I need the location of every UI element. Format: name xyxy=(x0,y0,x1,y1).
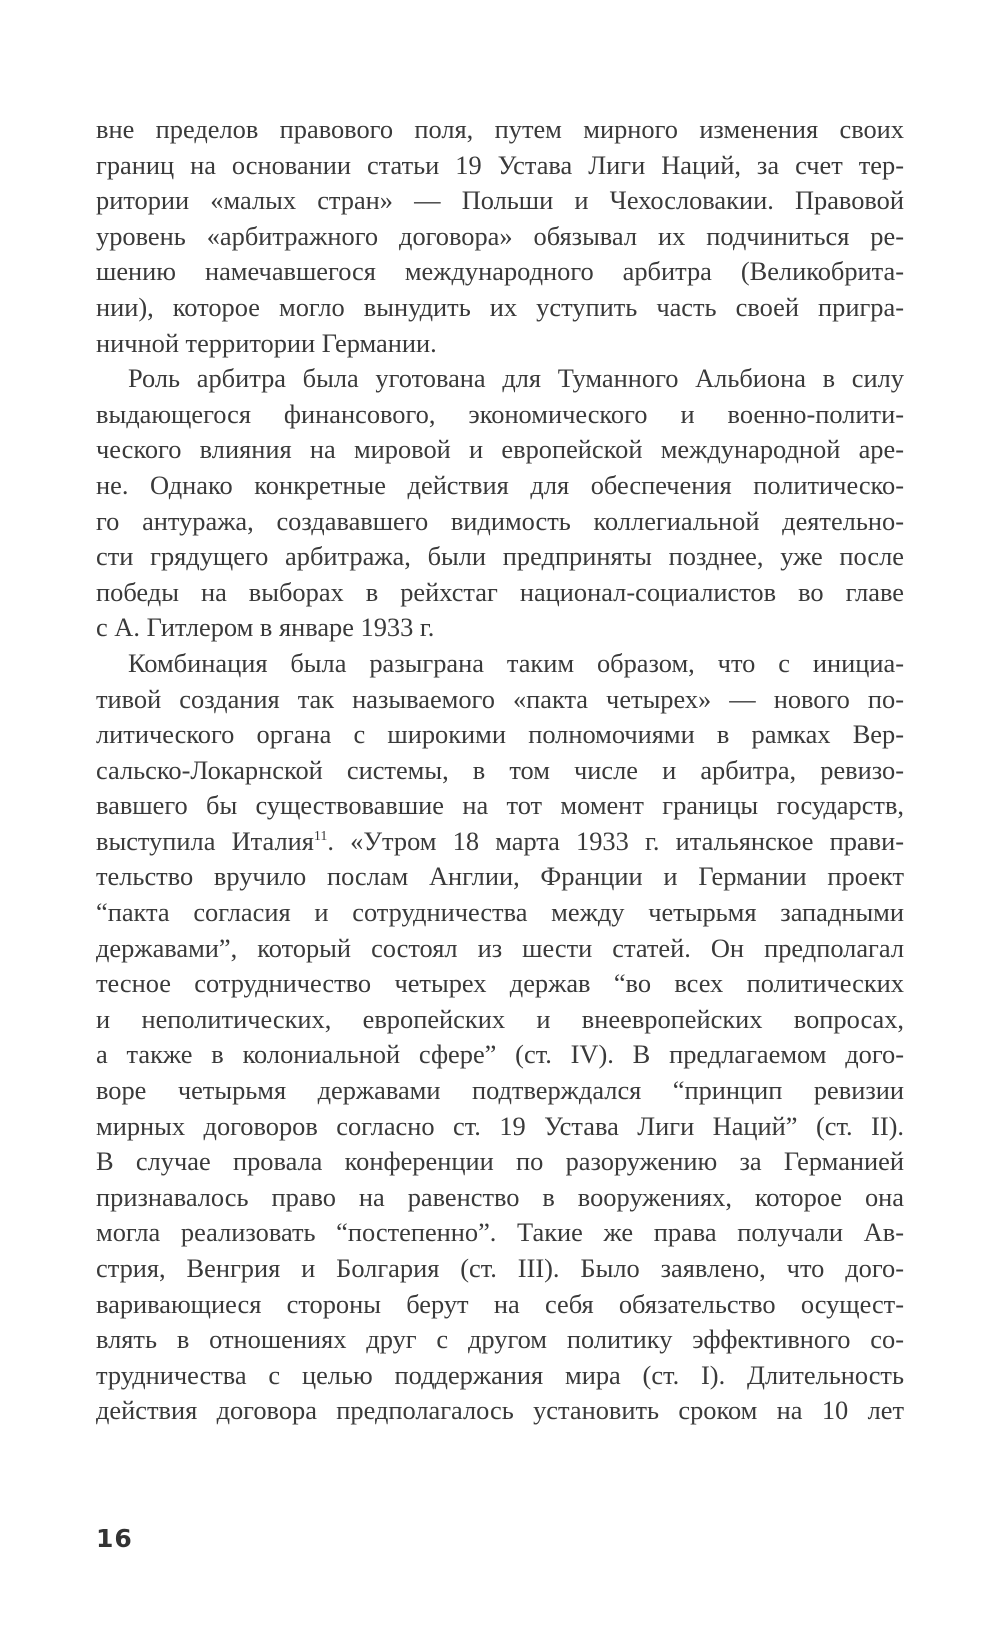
text-line: литического органа с широкими полномочиями в рамках Вер- xyxy=(96,719,904,750)
text-line: а также в колониальной сфере” (ст. IV). В предлагаемом дого- xyxy=(96,1039,904,1070)
text-line: победы на выборах в рейхстаг национал-социалистов во главе xyxy=(96,576,904,607)
paragraph xyxy=(96,361,904,646)
text-line: державами”, который состоял из шести статей. Он предполагал xyxy=(96,932,904,963)
text-line: шению намечавшегося международного арбитра (Великобрита- xyxy=(96,256,904,287)
text-line: и неполитических, европейских и внеевропейских вопросах, xyxy=(96,1003,904,1034)
text-line: тесное сотрудничество четырех держав “во всех политических xyxy=(96,968,904,999)
text-line: трудничества с целью поддержания мира (ст. I). Длительность xyxy=(96,1359,904,1390)
text-line: воре четырьмя державами подтверждался “принцип ревизии xyxy=(96,1075,904,1106)
text-line: ничной территории Германии. xyxy=(96,327,437,358)
text-line: сти грядущего арбитража, были предприняты позднее, уже после xyxy=(96,541,904,572)
text-line: “пакта согласия и сотрудничества между четырьмя западными xyxy=(96,897,904,928)
text-line: сальско-Локарнской системы, в том числе и арбитра, ревизо- xyxy=(96,754,904,785)
text-line: не. Однако конкретные действия для обеспечения политическо- xyxy=(96,469,904,500)
text-line: выдающегося финансового, экономического и военно-полити- xyxy=(96,398,904,429)
text-line: В случае провала конференции по разоружению за Германией xyxy=(96,1146,904,1177)
text-line: действия договора предполагалось установить сроком на 10 лет xyxy=(96,1395,904,1426)
footnote-marker: 11 xyxy=(313,828,328,844)
text-line: Комбинация была разыграна таким образом, что с инициа- xyxy=(128,647,904,678)
text-line: вне пределов правового поля, путем мирного изменения своих xyxy=(96,114,904,144)
text-line: границ на основании статьи 19 Устава Лиги Наций, за счет тер- xyxy=(96,149,904,180)
text-line: стрия, Венгрия и Болгария (ст. III). Было заявлено, что дого- xyxy=(96,1253,904,1283)
text-line: выступила Италия$^{11}$. «Утром 18 марта 1933 г. итальянское прави- xyxy=(96,825,904,856)
text-line: тельство вручило послам Англии, Франции и Германии проект xyxy=(96,861,904,892)
text-line: ческого влияния на мировой и европейской международной аре- xyxy=(96,434,904,465)
text-line: с А. Гитлером в январе 1933 г. xyxy=(96,612,435,643)
text-line: вавшего бы существовавшие на тот момент границы государств, xyxy=(96,790,904,821)
text-line: могла реализовать “постепенно”. Такие же права получали Ав- xyxy=(96,1217,904,1248)
paragraph xyxy=(96,646,904,1429)
text-line: варивающиеся стороны берут на себя обязательство осущест- xyxy=(96,1288,904,1319)
text-line: Роль арбитра была уготована для Туманного Альбиона в силу xyxy=(128,363,904,394)
text-line: нии), которое могло вынудить их уступить часть своей пригра- xyxy=(96,291,904,322)
text-line: го антуража, создававшего видимость коллегиальной деятельно- xyxy=(96,505,904,536)
text-line: уровень «арбитражного договора» обязывал их подчиниться ре- xyxy=(96,220,904,251)
text-line: мирных договоров согласно ст. 19 Устава Лиги Наций” (ст. II). xyxy=(96,1110,904,1141)
page-number: 16 xyxy=(96,1524,133,1553)
text-line: признавалось право на равенство в вооружениях, которое она xyxy=(96,1181,904,1212)
body-text xyxy=(96,112,904,1429)
paragraph xyxy=(96,112,904,361)
text-line: тивой создания так называемого «пакта четырех» — нового по- xyxy=(96,683,904,714)
text-line: влять в отношениях друг с другом политику эффективного со- xyxy=(96,1324,904,1355)
text-line: ритории «малых стран» — Польши и Чехословакии. Правовой xyxy=(96,185,904,216)
